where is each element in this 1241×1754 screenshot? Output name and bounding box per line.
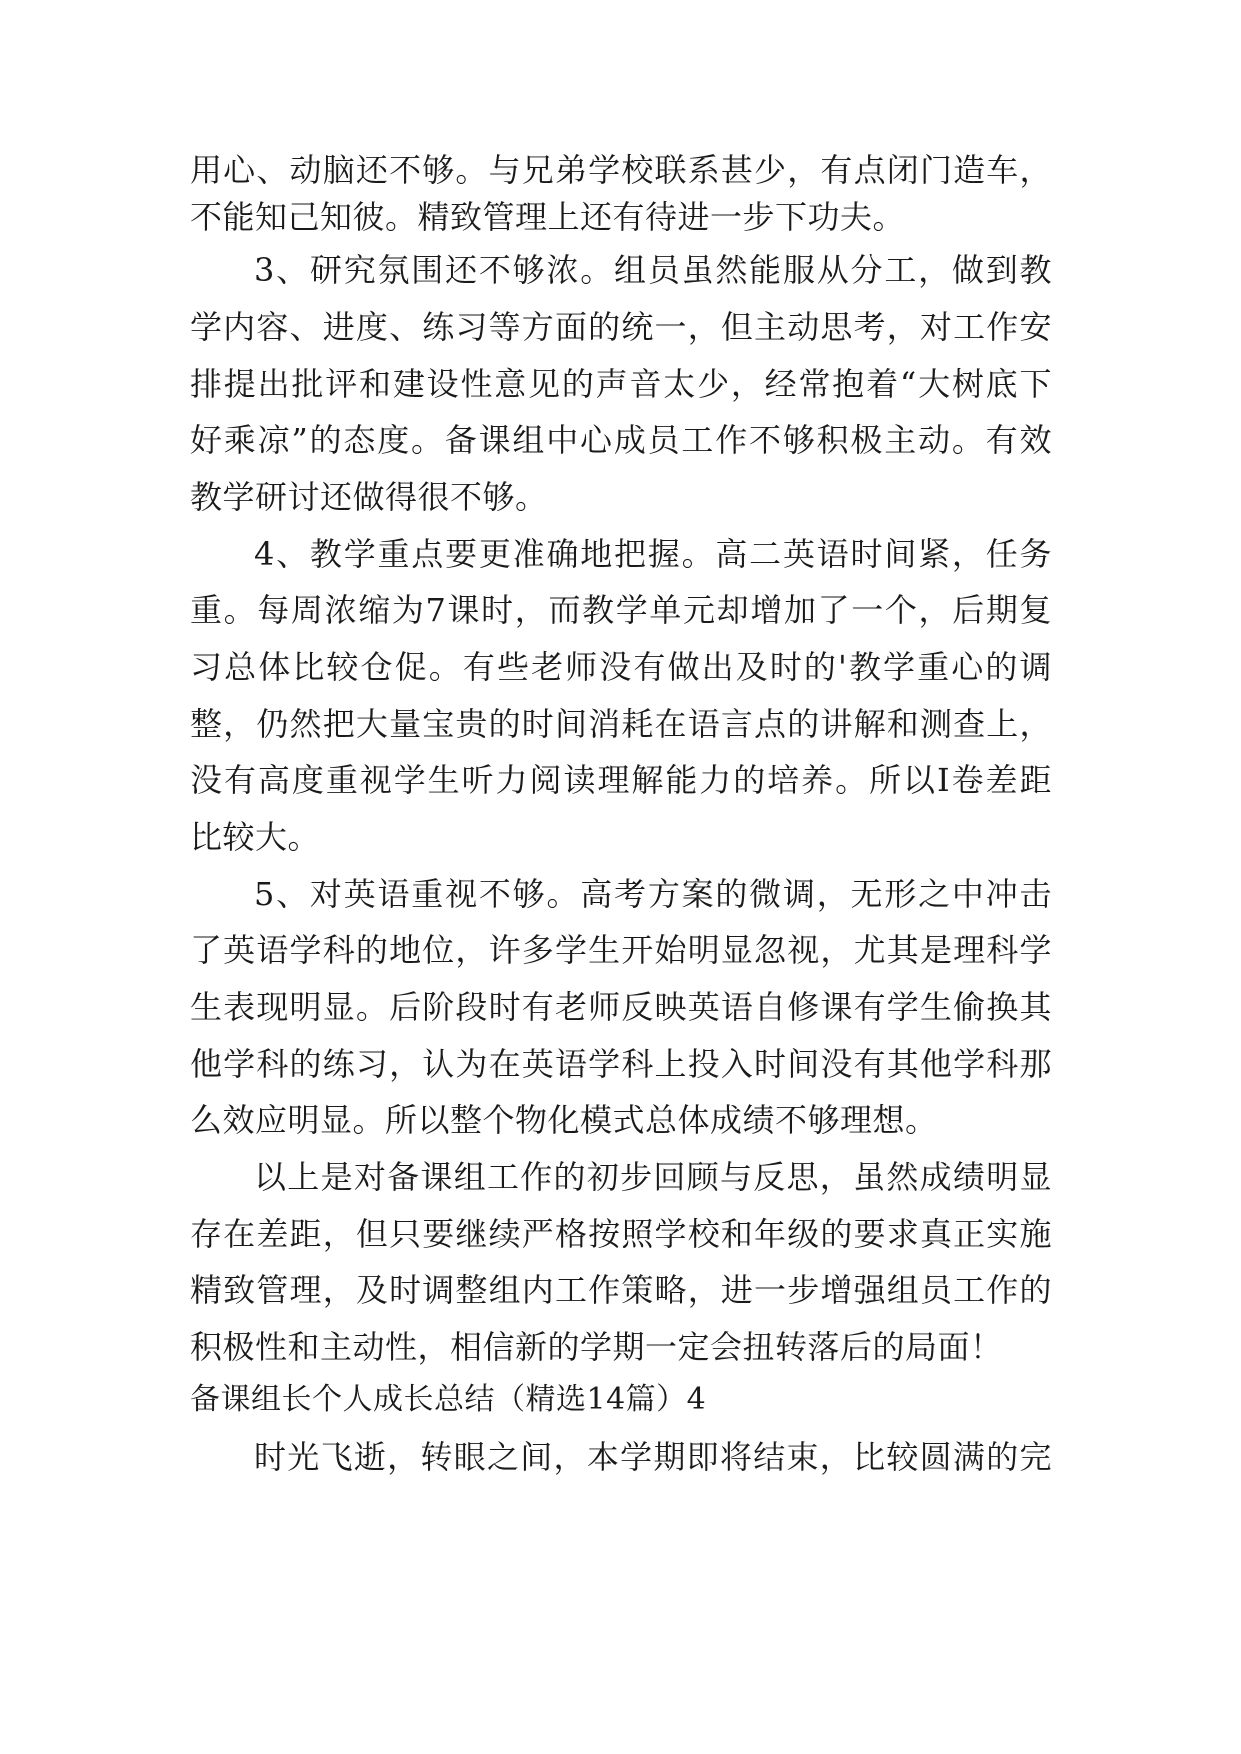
paragraph-start-line: 3、研究氛围还不够浓。组员虽然能服从分工，做到教 [254, 251, 1052, 289]
text-line: 用心、动脑还不够。与兄弟学校联系甚少，有点闭门造车， [190, 151, 1052, 189]
text-line: 比较大。 [190, 818, 321, 856]
text-line: 不能知己知彼。精致管理上还有待进一步下功夫。 [190, 198, 906, 236]
text-line: 他学科的练习，认为在英语学科上投入时间没有其他学科那 [190, 1045, 1052, 1083]
text-line: 存在差距，但只要继续严格按照学校和年级的要求真正实施 [190, 1215, 1052, 1253]
text-line: 教学研讨还做得很不够。 [190, 478, 548, 516]
text-line: 整，仍然把大量宝贵的时间消耗在语言点的讲解和测查上， [190, 705, 1052, 743]
paragraph-start-line: 时光飞逝，转眼之间，本学期即将结束，比较圆满的完 [254, 1438, 1052, 1476]
text-line: 习总体比较仓促。有些老师没有做出及时的'教学重心的调 [190, 648, 1052, 686]
text-line: 好乘凉”的态度。备课组中心成员工作不够积极主动。有效 [190, 421, 1052, 459]
text-line: 没有高度重视学生听力阅读理解能力的培养。所以I卷差距 [190, 761, 1052, 799]
text-line: 了英语学科的地位，许多学生开始明显忽视，尤其是理科学 [190, 931, 1052, 969]
paragraph-start-line: 以上是对备课组工作的初步回顾与反思，虽然成绩明显 [254, 1158, 1052, 1196]
paragraph-start-line: 5、对英语重视不够。高考方案的微调，无形之中冲击 [254, 875, 1052, 913]
text-line: 精致管理，及时调整组内工作策略，进一步增强组员工作的 [190, 1271, 1052, 1309]
section-heading: 备课组长个人成长总结（精选14篇）4 [190, 1382, 707, 1417]
text-line: 生表现明显。后阶段时有老师反映英语自修课有学生偷换其 [190, 988, 1052, 1026]
text-line: 积极性和主动性，相信新的学期一定会扭转落后的局面！ [190, 1328, 1003, 1366]
text-line: 排提出批评和建设性意见的声音太少，经常抱着“大树底下 [190, 365, 1052, 403]
paragraph-start-line: 4、教学重点要更准确地把握。高二英语时间紧，任务 [254, 535, 1052, 573]
text-line: 重。每周浓缩为7课时，而教学单元却增加了一个，后期复 [190, 591, 1052, 629]
text-line: 学内容、进度、练习等方面的统一，但主动思考，对工作安 [190, 308, 1052, 346]
text-line: 么效应明显。所以整个物化模式总体成绩不够理想。 [190, 1101, 938, 1139]
